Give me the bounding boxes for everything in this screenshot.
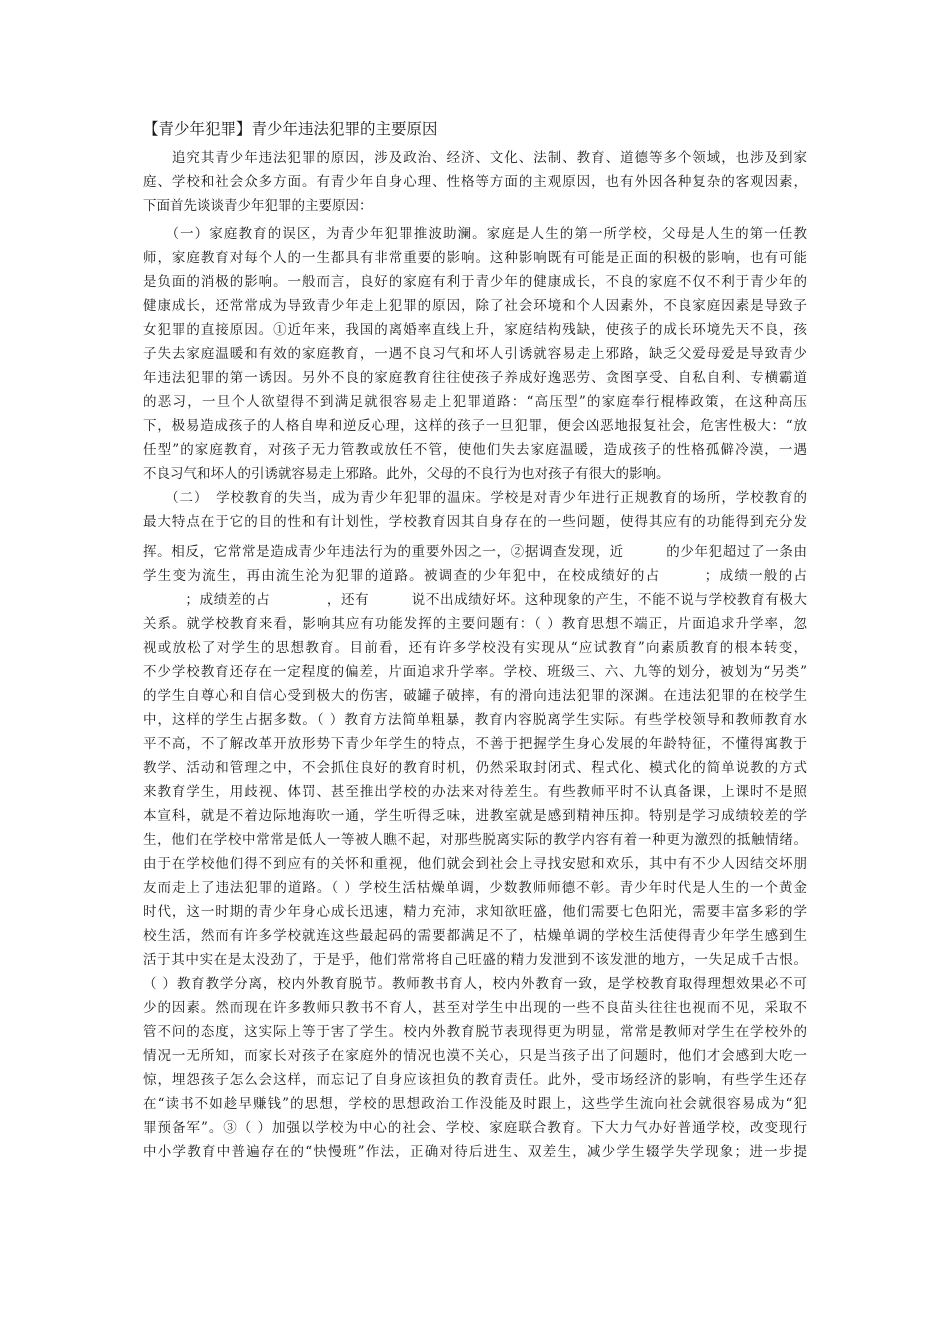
text-line: 少的因素。然而现在许多教师只教书不育人，甚至对学生中出现的一些不良苗头往往也视而不见，采取不	[143, 1000, 807, 1016]
text-line: 是负面的消极的影响。一般而言，良好的家庭有利于青少年的健康成长，不良的家庭不仅不利于青少年的	[143, 274, 807, 290]
text-line: 来教育学生，用歧视、体罚、甚至推出学校的办法来对待差生。有些教师平时不认真备课，上课时不是照	[143, 784, 807, 800]
text-line: 在“读书不如趁早赚钱”的思想，学校的思想政治工作没能及时跟上，这些学生流向社会就很容易成为“犯	[143, 1096, 807, 1112]
text-line: 惊，埋怨孩子怎么会这样，而忘记了自身应该担负的教育责任。此外，受市场经济的影响，有些学生还存	[143, 1072, 807, 1088]
text-line: 最大特点在于它的目的性和有计划性，学校教育因其自身存在的一些问题，使得其应有的功能得到充分发	[143, 514, 807, 530]
text-line: 健康成长，还常常成为导致青少年走上犯罪的原因，除了社会环境和个人因素外，不良家庭因素是导致子	[143, 298, 807, 314]
text-line: 由于在学校他们得不到应有的关怀和重视，他们就会到社会上寻找安慰和欢乐，其中有不少人因结交坏朋	[143, 856, 807, 872]
text-line: 关系。就学校教育来看，影响其应有功能发挥的主要问题有：（ ）教育思想不端正，片面追求升学率，忽	[143, 616, 807, 632]
text-line: 子失去家庭温暖和有效的家庭教育，一遇不良习气和坏人引诱就容易走上邪路，缺乏父爱母爱是导致青少	[143, 346, 807, 362]
text-line: ；成绩差的占 ，还有 说不出成绩好坏。这种现象的产生，不能不说与学校教育有极大	[143, 592, 807, 608]
text-line: 庭、学校和社会众多方面。有青少年自身心理、性格等方面的主观原因，也有外因各种复杂的客观因素，	[143, 174, 807, 190]
text-line: 追究其青少年违法犯罪的原因，涉及政治、经济、文化、法制、教育、道德等多个领域，也涉及到家	[143, 150, 807, 166]
text-line: （ ）教育教学分离，校内外教育脱节。教师教书育人，校内外教育一致，是学校教育取得理想效果必不可	[143, 976, 807, 992]
text-line: 本宣科，就是不着边际地海吹一通，学生听得乏味，进教室就是感到精神压抑。特别是学习成绩较差的学	[143, 808, 807, 824]
text-line: 下面首先谈谈青少年犯罪的主要原因：	[143, 198, 373, 214]
text-line: 管不问的态度，这实际上等于害了学生。校内外教育脱节表现得更为明显，常常是教师对学生在学校外的	[143, 1024, 807, 1040]
text-line: 不少学校教育还存在一定程度的偏差，片面追求升学率。学校、班级三、六、九等的划分，被划为“另类”	[143, 664, 807, 680]
text-line: 师，家庭教育对每个人的一生都具有非常重要的影响。这种影响既有可能是正面的积极的影响，也有可能	[143, 250, 807, 266]
text-line: 罪预备军”。③（ ）加强以学校为中心的社会、学校、家庭联合教育。下大力气办好普通学校，改变现行	[143, 1120, 807, 1136]
text-line: 年违法犯罪的第一诱因。另外不良的家庭教育往往使孩子养成好逸恶劳、贪图享受、自私自利、专横霸道	[143, 370, 807, 386]
text-line: 的恶习，一旦个人欲望得不到满足就很容易走上犯罪道路：“高压型”的家庭奉行棍棒政策，在这种高压	[143, 394, 807, 410]
text-line: （二） 学校教育的失当，成为青少年犯罪的温床。学校是对青少年进行正规教育的场所，学校教育的	[143, 490, 807, 506]
text-line: 女犯罪的直接原因。①近年来，我国的离婚率直线上升，家庭结构残缺，使孩子的成长环境先天不良，孩	[143, 322, 807, 338]
text-line: 学生变为流生，再由流生沦为犯罪的道路。被调查的少年犯中，在校成绩好的占 ；成绩一般的占	[143, 568, 807, 584]
text-line: 的学生自尊心和自信心受到极大的伤害，破罐子破摔，有的滑向违法犯罪的深渊。在违法犯罪的在校学生	[143, 688, 807, 704]
document-title: 【青少年犯罪】青少年违法犯罪的主要原因	[143, 120, 438, 138]
text-line: 视或放松了对学生的思想教育。目前看，还有许多学校没有实现从“应试教育”向素质教育的根本转变，	[143, 640, 807, 656]
text-line: 中，这样的学生占据多数。（ ）教育方法简单粗暴，教育内容脱离学生实际。有些学校领导和教师教育水	[143, 712, 807, 728]
text-line: 挥。相反，它常常是造成青少年违法行为的重要外因之一，②据调查发现，近 的少年犯超过了一条由	[143, 544, 807, 560]
text-line: 不良习气和坏人的引诱就容易走上邪路。此外，父母的不良行为也对孩子有很大的影响。	[143, 466, 670, 482]
text-line: 时代，这一时期的青少年身心成长迅速，精力充沛，求知欲旺盛，他们需要七色阳光，需要丰富多彩的学	[143, 904, 807, 920]
text-line: 校生活，然而有许多学校就连这些最起码的需要都满足不了，枯燥单调的学校生活使得青少年学生感到生	[143, 928, 807, 944]
text-line: 下，极易造成孩子的人格自卑和逆反心理，这样的孩子一旦犯罪，便会凶恶地报复社会，危害性极大：“放	[143, 418, 807, 434]
text-line: 生，他们在学校中常常是低人一等被人瞧不起，对那些脱离实际的教学内容有着一种更为激烈的抵触情绪。	[143, 832, 807, 848]
text-line: 情况一无所知，而家长对孩子在家庭外的情况也漠不关心，只是当孩子出了问题时，他们才会感到大吃一	[143, 1048, 807, 1064]
text-line: 中小学教育中普遍存在的“快慢班”作法，正确对待后进生、双差生，减少学生辍学失学现象；进一步提	[143, 1144, 807, 1160]
text-line: 任型”的家庭教育，对孩子无力管教或放任不管，使他们失去家庭温暖，造成孩子的性格孤僻冷漠，一遇	[143, 442, 807, 458]
text-line: 教学、活动和管理之中，不会抓住良好的教育时机，仍然采取封闭式、程式化、模式化的简单说教的方式	[143, 760, 807, 776]
text-line: 友而走上了违法犯罪的道路。（ ）学校生活枯燥单调，少数教师师德不彰。青少年时代是人生的一个黄金	[143, 880, 807, 896]
text-line: 活于其中实在是太没劲了，于是乎，他们常常将自己旺盛的精力发泄到不该发泄的地方，一失足成千古恨。	[143, 952, 807, 968]
text-line: 平不高，不了解改革开放形势下青少年学生的特点，不善于把握学生身心发展的年龄特征，不懂得寓教于	[143, 736, 807, 752]
text-line: （一）家庭教育的误区，为青少年犯罪推波助澜。家庭是人生的第一所学校，父母是人生的第一任教	[143, 226, 807, 242]
